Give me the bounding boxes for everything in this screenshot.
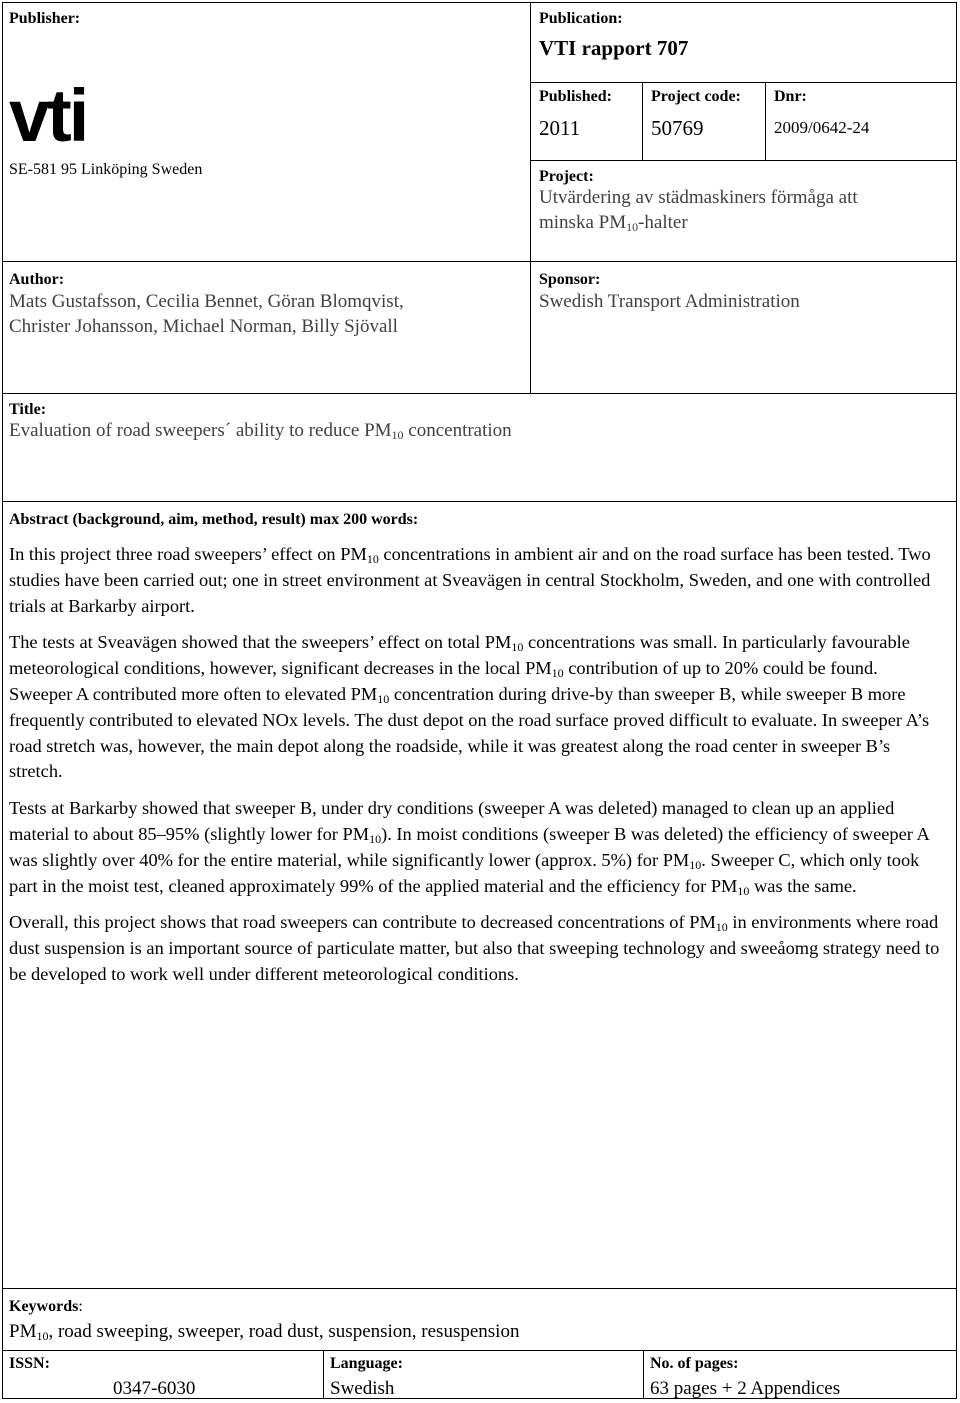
language-label: Language: xyxy=(330,1355,403,1372)
published-cell xyxy=(530,83,642,161)
publisher-cell xyxy=(3,3,530,261)
sponsor-label: Sponsor: xyxy=(539,271,601,288)
pages-value: 63 pages + 2 Appendices xyxy=(650,1378,841,1399)
language-cell xyxy=(323,1350,643,1398)
keywords-label: Keywords: xyxy=(9,1298,83,1315)
publisher-label: Publisher: xyxy=(9,10,81,27)
issn-value: 0347-6030 xyxy=(113,1378,196,1399)
abstract-paragraph-1: In this project three road sweepers’ effect on $PM_{10}$ concentrations in ambient air and on the road surface has been tested. Two studies have been carried out; one in street environment at Sveavägen in central Stockholm, Sweden, and one with controlled trials at Barkarby airport. xyxy=(9,544,931,616)
dnr-label: Dnr: xyxy=(774,88,807,105)
author-cell xyxy=(3,261,530,393)
vti-logo: vti xyxy=(9,74,87,157)
project-label: Project: xyxy=(539,168,594,185)
title-value: Evaluation of road sweepers´ ability to reduce $PM_{10}$ concentration xyxy=(9,420,512,442)
sponsor-cell xyxy=(530,261,956,393)
project-cell xyxy=(530,161,956,261)
title-label: Title: xyxy=(9,401,47,418)
publication-cell xyxy=(530,3,956,83)
abstract-paragraph-2: The tests at Sveavägen showed that the sweepers’ effect on total $PM_{10}$ concentrations was small. In particularly favourable meteorological conditions, however, significant decreases in the local $PM_{10}$ contribution of up to 20% could be found. Sweeper A contributed more often to elevated $PM_{10}$ concentration during drive-by than sweeper B, while sweeper B more frequently contributed to elevated NOx levels. The dust depot on the road surface proved difficult to evaluate. In sweeper A’s road stretch was, however, the main depot along the roadside, while it was greatest along the road center in sweeper B’s stretch. xyxy=(9,632,930,782)
published-label: Published: xyxy=(539,88,612,105)
publisher-address: SE-581 95 Linköping Sweden xyxy=(9,161,203,178)
author-value: Mats Gustafsson, Cecilia Bennet, Göran Blomqvist, Christer Johansson, Michael Norman, Billy Sjövall xyxy=(9,291,404,337)
keywords-cell xyxy=(3,1288,956,1350)
dnr-value: 2009/0642-24 xyxy=(774,118,870,137)
issn-cell xyxy=(3,1350,323,1398)
author-label: Author: xyxy=(9,271,65,288)
pages-label: No. of pages: xyxy=(650,1355,739,1372)
abstract-cell xyxy=(3,501,956,1288)
publication-label: Publication: xyxy=(539,10,623,27)
project-value xyxy=(539,185,858,235)
project-line-1: Utvärdering av städmaskiners förmåga att xyxy=(539,187,858,208)
keywords-value: $PM_{10}$, road sweeping, sweeper, road dust, suspension, resuspension xyxy=(9,1321,520,1343)
sponsor-value: Swedish Transport Administration xyxy=(539,291,800,312)
project-line-2: minska $PM_{10}$-halter xyxy=(539,212,688,234)
project-code-label: Project code: xyxy=(651,88,741,105)
title-cell xyxy=(3,393,956,501)
pages-cell xyxy=(643,1350,956,1398)
abstract-label: Abstract (background, aim, method, result) max 200 words: xyxy=(9,511,419,528)
project-code-value: 50769 xyxy=(651,116,704,140)
project-code-cell xyxy=(642,83,765,161)
document-form xyxy=(2,2,957,1399)
issn-label: ISSN: xyxy=(9,1355,50,1372)
abstract-paragraph-3: Tests at Barkarby showed that sweeper B, under dry conditions (sweeper A was deleted) managed to clean up an applied material to about 85–95% (slightly lower for $PM_{10}$). In moist conditions (sweeper B was deleted) the efficiency of sweeper A was slightly over 40% for the entire material, while significantly lower (approx. 5%) for $PM_{10}$. Sweeper C, which only took part in the moist test, cleaned approximately 99% of the applied material and the efficiency for $PM_{10}$ was the same. xyxy=(9,798,929,898)
publication-value: VTI rapport 707 xyxy=(539,36,689,60)
published-value: 2011 xyxy=(539,116,581,140)
dnr-cell xyxy=(765,83,956,161)
abstract-paragraph-4: Overall, this project shows that road sweepers can contribute to decreased concentrations of $PM_{10}$ in environments where road dust suspension is an important source of particulate matter, but also that sweeping technology and sweeåomg strategy need to be developed to work well under different meteorological conditions. xyxy=(9,912,940,984)
language-value: Swedish xyxy=(330,1378,395,1399)
